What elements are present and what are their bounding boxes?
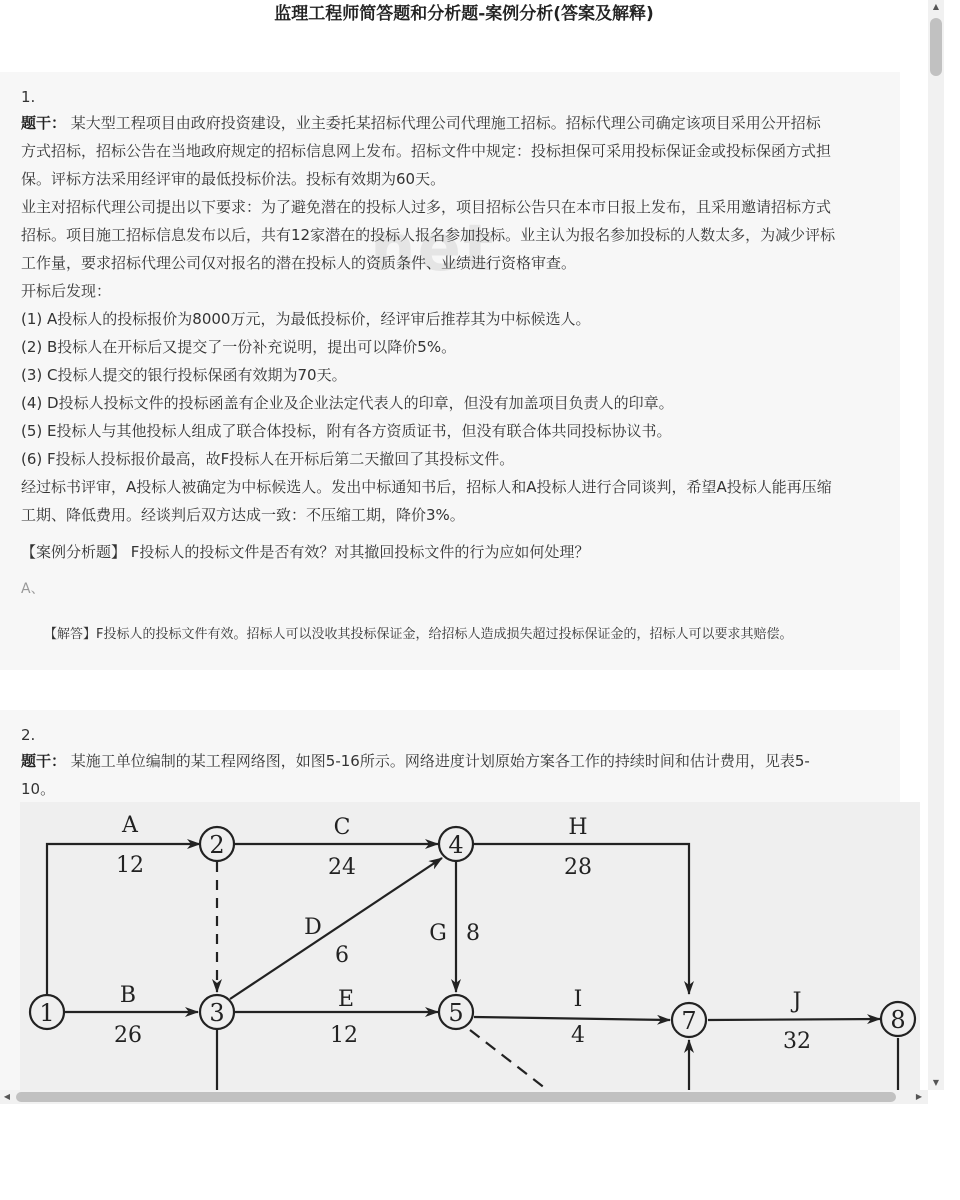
scroll-right-icon[interactable]: ▶ (915, 1092, 923, 1101)
stem-line: (1) A投标人的投标报价为8000万元，为最低投标价，经评审后推荐其为中标候选人。 (21, 310, 591, 328)
stem-line: (2) B投标人在开标后又提交了一份补充说明，提出可以降价5%。 (21, 338, 457, 356)
stem-line: 方式招标，招标公告在当地政府规定的招标信息网上发布。招标文件中规定：投标担保可采用投标保证金或投标保函方式担 (21, 142, 832, 160)
node-1 (30, 995, 64, 1029)
question-card-1 (0, 72, 900, 670)
activity-label-J: J (792, 989, 802, 1014)
node-5 (439, 995, 473, 1029)
activity-duration-H: 28 (564, 855, 592, 880)
scroll-left-icon[interactable]: ◀ (3, 1092, 11, 1101)
scroll-up-icon[interactable]: ▲ (932, 2, 940, 11)
activity-label-B: B (119, 983, 137, 1008)
svg-text:5: 5 (448, 999, 464, 1027)
stem-line: 题干： 某施工单位编制的某工程网络图，如图5-16所示。网络进度计划原始方案各工作的持续时间和估计费用，见表5- (21, 752, 810, 770)
stem-line: 招标。项目施工招标信息发布以后，共有12家潜在的投标人报名参加投标。业主认为报名参加投标的人数太多，为减少评标 (21, 226, 836, 244)
stem-line: 10。 (21, 780, 56, 798)
svg-text:8: 8 (890, 1006, 906, 1034)
activity-label-D: D (304, 915, 322, 940)
stem-line: 工作量，要求招标代理公司仅对报名的潜在投标人的资质条件、业绩进行资格审查。 (21, 254, 577, 272)
activity-duration-A: 12 (116, 853, 144, 878)
node-8 (881, 1002, 915, 1036)
stem-line: 保。评标方法采用经评审的最低投标价法。投标有效期为60天。 (21, 170, 446, 188)
activity-label-C: C (333, 815, 351, 840)
activity-duration-C: 24 (328, 855, 356, 880)
activity-label-G: G (429, 921, 447, 946)
svg-text:2: 2 (209, 831, 225, 859)
case-question: 【案例分析题】 F投标人的投标文件是否有效？对其撤回投标文件的行为应如何处理？ (21, 543, 590, 561)
stem-label: 题干： (21, 752, 67, 770)
svg-text:1: 1 (39, 999, 55, 1027)
vertical-scroll-thumb[interactable] (930, 18, 942, 76)
question-number: 1. (21, 88, 36, 106)
option-a[interactable]: A、 (21, 581, 45, 597)
horizontal-scroll-thumb[interactable] (16, 1092, 896, 1102)
stem-line: 工期、降低费用。经谈判后双方达成一致：不压缩工期，降价3%。 (21, 506, 465, 524)
scroll-down-icon[interactable]: ▼ (932, 1078, 940, 1087)
activity-duration-E: 12 (330, 1023, 358, 1048)
activity-label-A: A (122, 813, 138, 838)
vertical-scrollbar[interactable] (928, 0, 944, 1090)
svg-text:3: 3 (209, 999, 225, 1027)
node-4 (439, 827, 473, 861)
stem-line: 题干： 某大型工程项目由政府投资建设，业主委托某招标代理公司代理施工招标。招标代理公司确定该项目采用公开招标 (21, 114, 821, 132)
question-stem (21, 109, 891, 529)
page-title: 监理工程师简答题和分析题-案例分析(答案及解释) (274, 4, 654, 24)
stem-line: (5) E投标人与其他投标人组成了联合体投标，附有各方资质证书，但没有联合体共同投标协议书。 (21, 422, 672, 440)
node-3 (200, 995, 234, 1029)
watermark: net (370, 212, 496, 286)
node-2 (200, 827, 234, 861)
arrow-I (474, 1017, 670, 1020)
stem-line: (6) F投标人投标报价最高，故F投标人在开标后第二天撤回了其投标文件。 (21, 450, 515, 468)
stem-line: 经过标书评审，A投标人被确定为中标候选人。发出中标通知书后，招标人和A投标人进行合同谈判，希望A投标人能再压缩 (21, 478, 832, 496)
activity-duration-I: 4 (571, 1023, 585, 1048)
network-diagram-figure (20, 802, 920, 1090)
activity-label-E: E (337, 987, 355, 1012)
activity-label-H: H (568, 815, 588, 840)
stem-line: (3) C投标人提交的银行投标保函有效期为70天。 (21, 366, 347, 384)
activity-label-I: I (573, 987, 583, 1012)
stem-line: (4) D投标人投标文件的投标函盖有企业及企业法定代表人的印章，但没有加盖项目负责人的印章。 (21, 394, 674, 412)
stem-label: 题干： (21, 114, 67, 132)
activity-duration-B: 26 (114, 1023, 142, 1048)
question-number: 2. (21, 726, 36, 744)
node-7 (672, 1003, 706, 1037)
svg-text:7: 7 (681, 1007, 697, 1035)
horizontal-scrollbar[interactable] (0, 1090, 928, 1104)
activity-duration-G: 8 (466, 921, 480, 946)
stem-line: 开标后发现： (21, 282, 112, 300)
arrow-J (708, 1019, 880, 1020)
question-stem (21, 747, 891, 803)
svg-text:4: 4 (448, 831, 464, 859)
activity-duration-J: 32 (783, 1029, 811, 1054)
answer-explanation: 【解答】F投标人的投标文件有效。招标人可以没收其投标保证金，给招标人造成损失超过投标保证金的，招标人可以要求其赔偿。 (44, 627, 793, 642)
activity-duration-D: 6 (335, 943, 349, 968)
network-diagram (20, 802, 920, 1090)
arrow-5-down-dashed (470, 1030, 550, 1090)
stem-line: 业主对招标代理公司提出以下要求：为了避免潜在的投标人过多，项目招标公告只在本市日报上发布，且采用邀请招标方式 (21, 198, 832, 216)
